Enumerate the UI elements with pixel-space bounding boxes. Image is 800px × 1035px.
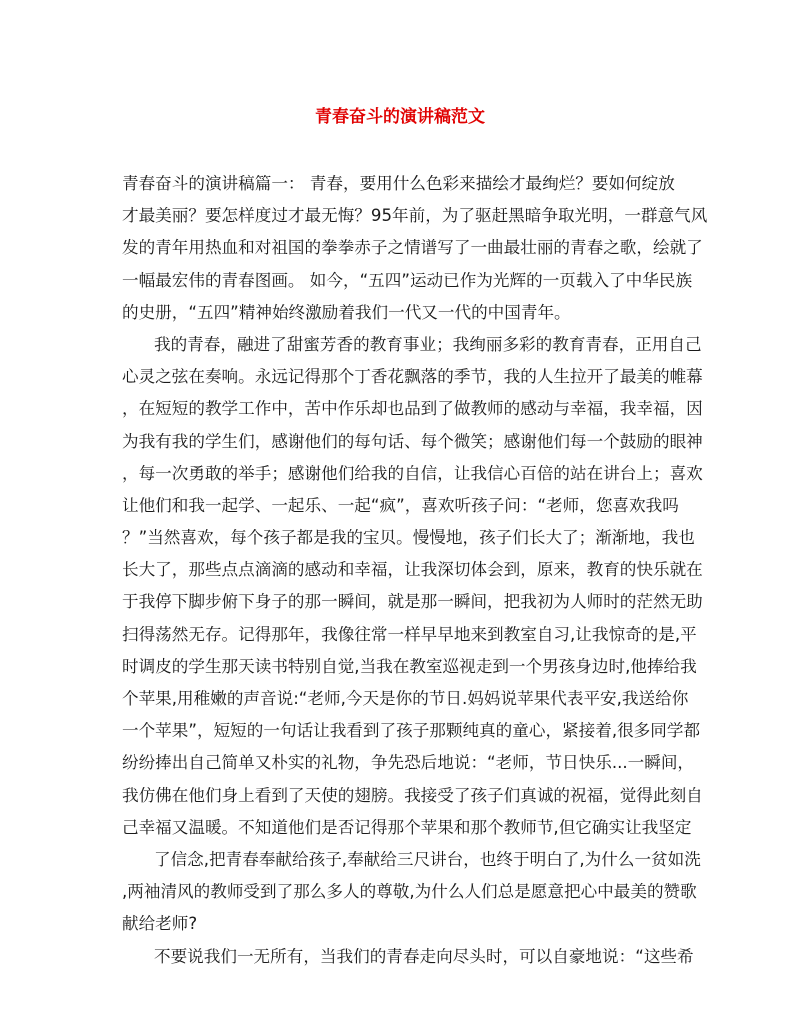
text-line: 扫得荡然无存。记得那年，我像往常一样早早地来到教室自习,让我惊奇的是,平 <box>122 624 697 644</box>
text-line: 个苹果,用稚嫩的声音说:“老师,今天是你的节日.妈妈说苹果代表平安,我送给你 <box>122 689 689 708</box>
text-line: ？”当然喜欢，每个孩子都是我的宝贝。慢慢地，孩子们长大了；渐渐地，我也 <box>122 528 695 548</box>
text-line: 了信念,把青春奉献给孩子,奉献给三尺讲台，也终于明白了,为什么一贫如洗 <box>154 849 701 869</box>
text-line: 的史册，“五四”精神始终激励着我们一代又一代的中国青年。 <box>122 302 571 322</box>
text-line: 献给老师? <box>122 914 198 934</box>
text-line: 不要说我们一无所有，当我们的青春走向尽头时，可以自豪地说：“这些希 <box>154 946 694 966</box>
text-line: 己幸福又温暖。不知道他们是否记得那个苹果和那个教师节,但它确实让我坚定 <box>122 817 692 837</box>
text-line: 我的青春，融进了甜蜜芳香的教育事业；我绚丽多彩的教育青春，正用自己 <box>154 334 702 354</box>
document-body <box>122 168 708 973</box>
text-line: ,两袖清风的教师受到了那么多人的尊敬,为什么人们总是愿意把心中最美的赞歌 <box>122 882 697 902</box>
text-line: 一个苹果”，短短的一句话让我看到了孩子那颗纯真的童心，紧接着,很多同学都 <box>122 721 701 741</box>
text-line: 让他们和我一起学、一起乐、一起“疯”，喜欢听孩子问：“老师，您喜欢我吗 <box>122 495 679 515</box>
text-line: 长大了，那些点点滴滴的感动和幸福，让我深切体会到，原来，教育的快乐就在 <box>122 560 703 580</box>
document-title: 青春奋斗的演讲稿范文 <box>315 107 485 127</box>
text-line: 我仿佛在他们身上看到了天使的翅膀。我接受了孩子们真诚的祝福，觉得此刻自 <box>122 785 703 805</box>
text-line: 一幅最宏伟的青春图画。 如今，“五四”运动已作为光辉的一页载入了中华民族 <box>122 270 693 290</box>
text-line: 纷纷捧出自己简单又朴实的礼物，争先恐后地说：“老师，节日快乐...一瞬间， <box>122 753 695 773</box>
text-line: 于我停下脚步俯下身子的那一瞬间，就是那一瞬间，把我初为人师时的茫然无助 <box>122 592 703 612</box>
text-line: 为我有我的学生们，感谢他们的每句话、每个微笑；感谢他们每一个鼓励的眼神 <box>122 431 703 451</box>
text-line: ，在短短的教学工作中，苦中作乐却也品到了做教师的感动与幸福，我幸福，因 <box>122 399 703 419</box>
text-line: 心灵之弦在奏响。永远记得那个丁香花飘落的季节，我的人生拉开了最美的帷幕 <box>122 367 703 387</box>
text-line: 时调皮的学生那天读书特别自觉,当我在教室巡视走到一个男孩身边时,他捧给我 <box>122 656 697 676</box>
text-line: 才最美丽？要怎样度过才最无悔？95年前，为了驱赶黑暗争取光明，一群意气风 <box>122 206 708 226</box>
text-line: ，每一次勇敢的举手；感谢他们给我的自信，让我信心百倍的站在讲台上；喜欢 <box>122 463 703 483</box>
text-line: 青春奋斗的演讲稿篇一： 青春，要用什么色彩来描绘才最绚烂？要如何绽放 <box>122 174 675 193</box>
text-line: 发的青年用热血和对祖国的拳拳赤子之情谱写了一曲最壮丽的青春之歌，绘就了 <box>122 238 703 258</box>
